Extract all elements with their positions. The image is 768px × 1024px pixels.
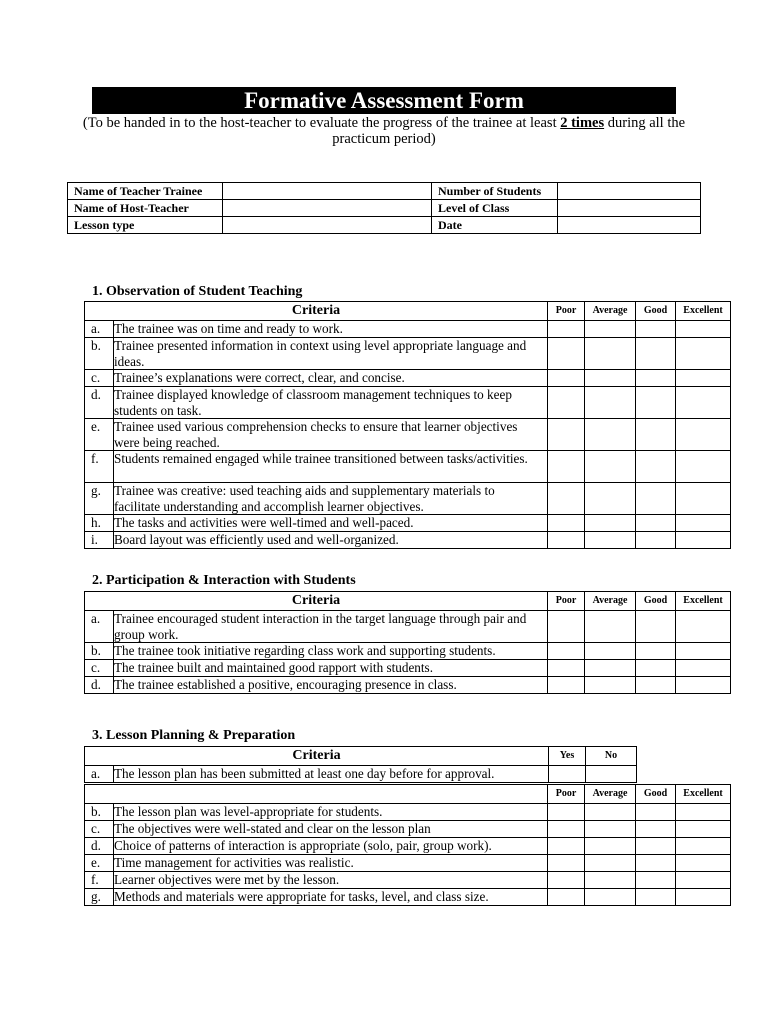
criteria-text: The trainee took initiative regarding class work and supporting students. — [114, 643, 548, 660]
rating-cell-poor[interactable] — [548, 643, 585, 660]
section2-title: 2. Participation & Interaction with Students — [92, 573, 356, 588]
criteria-row — [85, 677, 731, 694]
criteria-row — [85, 872, 731, 889]
label-lesson-type: Lesson type — [68, 217, 223, 234]
rating-cell-poor[interactable] — [548, 515, 585, 532]
label-level-class: Level of Class — [432, 200, 558, 217]
field-host-teacher[interactable] — [223, 200, 432, 217]
rating-cell-average[interactable] — [585, 855, 636, 872]
criteria-row — [85, 611, 731, 643]
criteria-text: Trainee encouraged student interaction in the target language through pair and group work. — [114, 611, 548, 643]
form-subtitle — [80, 115, 688, 147]
rating-cell-average[interactable] — [585, 677, 636, 694]
subtitle-text-end: during all the practicum period) — [332, 115, 686, 147]
criteria-row — [85, 821, 731, 838]
criteria-text: The lesson plan has been submitted at least one day before for approval. — [114, 766, 549, 783]
criteria-letter: d. — [85, 838, 114, 855]
criteria-text: The objectives were well-stated and clear on the lesson plan — [114, 821, 548, 838]
criteria-header-blank — [85, 785, 548, 804]
rating-cell-average[interactable] — [585, 515, 636, 532]
rating-cell-poor[interactable] — [548, 338, 585, 370]
label-teacher-trainee: Name of Teacher Trainee — [68, 183, 223, 200]
rating-cell-excellent[interactable] — [676, 483, 731, 515]
criteria-row — [85, 451, 731, 483]
rating-cell-excellent[interactable] — [676, 660, 731, 677]
rating-cell-good[interactable] — [636, 419, 676, 451]
criteria-letter: f. — [85, 451, 114, 483]
rating-cell-poor[interactable] — [548, 821, 585, 838]
rating-cell-good[interactable] — [636, 515, 676, 532]
rating-cell-good[interactable] — [636, 660, 676, 677]
rating-cell-excellent[interactable] — [676, 611, 731, 643]
rating-cell-average[interactable] — [585, 483, 636, 515]
rating-header-good: Good — [636, 592, 676, 611]
rating-cell-good[interactable] — [636, 611, 676, 643]
rating-cell-excellent[interactable] — [676, 855, 731, 872]
rating-cell-poor[interactable] — [548, 611, 585, 643]
field-date[interactable] — [558, 217, 701, 234]
rating-cell-good[interactable] — [636, 387, 676, 419]
rating-cell-average[interactable] — [585, 838, 636, 855]
criteria-text: The trainee established a positive, encouraging presence in class. — [114, 677, 548, 694]
criteria-letter: b. — [85, 338, 114, 370]
rating-cell-excellent[interactable] — [676, 838, 731, 855]
criteria-row — [85, 387, 731, 419]
rating-cell-poor[interactable] — [548, 838, 585, 855]
criteria-text: Trainee was creative: used teaching aids and supplementary materials to facilitate understanding and accomplish learner objectives. — [114, 483, 548, 515]
criteria-row — [85, 515, 731, 532]
rating-header-poor: Poor — [548, 302, 585, 321]
rating-cell-poor[interactable] — [548, 804, 585, 821]
criteria-row — [85, 483, 731, 515]
rating-header-poor: Poor — [548, 785, 585, 804]
rating-cell-average[interactable] — [585, 643, 636, 660]
rating-cell-good[interactable] — [636, 872, 676, 889]
rating-cell-poor[interactable] — [548, 889, 585, 906]
rating-cell-average[interactable] — [585, 451, 636, 483]
criteria-letter: f. — [85, 872, 114, 889]
rating-header-average: Average — [585, 785, 636, 804]
section1-table — [84, 301, 731, 549]
rating-cell-poor[interactable] — [548, 419, 585, 451]
criteria-letter: c. — [85, 821, 114, 838]
rating-cell-good[interactable] — [636, 855, 676, 872]
criteria-letter: d. — [85, 677, 114, 694]
criteria-header: Criteria — [85, 592, 548, 611]
criteria-letter: b. — [85, 804, 114, 821]
subtitle-text-start: (To be handed in to the host-teacher to evaluate the progress of the trainee at least — [82, 115, 561, 131]
criteria-text: The tasks and activities were well-timed and well-paced. — [114, 515, 548, 532]
criteria-row — [85, 889, 731, 906]
criteria-row — [85, 643, 731, 660]
rating-header-good: Good — [636, 302, 676, 321]
section2-table — [84, 591, 731, 694]
rating-cell-good[interactable] — [636, 451, 676, 483]
criteria-text: The lesson plan was level-appropriate for students. — [114, 804, 548, 821]
section3-yesno-table — [84, 746, 637, 783]
criteria-row — [85, 338, 731, 370]
criteria-text: The trainee was on time and ready to work. — [114, 321, 548, 338]
trainee-info-table — [67, 182, 701, 234]
form-title: Formative Assessment Form — [92, 87, 676, 114]
criteria-text: Trainee used various comprehension checks to ensure that learner objectives were being reached. — [114, 419, 548, 451]
criteria-text: Students remained engaged while trainee transitioned between tasks/activities. — [114, 451, 548, 483]
criteria-row — [85, 804, 731, 821]
rating-cell-good[interactable] — [636, 889, 676, 906]
rating-cell-average[interactable] — [585, 660, 636, 677]
field-number-students[interactable] — [558, 183, 701, 200]
rating-cell-poor[interactable] — [548, 387, 585, 419]
criteria-letter: d. — [85, 387, 114, 419]
criteria-text: Choice of patterns of interaction is appropriate (solo, pair, group work). — [114, 838, 548, 855]
rating-cell-excellent[interactable] — [676, 804, 731, 821]
criteria-row — [85, 855, 731, 872]
criteria-header: Criteria — [85, 747, 549, 766]
field-level-class[interactable] — [558, 200, 701, 217]
criteria-letter: g. — [85, 483, 114, 515]
rating-cell-average[interactable] — [585, 804, 636, 821]
rating-cell-average[interactable] — [585, 321, 636, 338]
label-host-teacher: Name of Host-Teacher — [68, 200, 223, 217]
rating-cell-excellent[interactable] — [676, 321, 731, 338]
rating-header-average: Average — [585, 592, 636, 611]
criteria-letter: a. — [85, 321, 114, 338]
rating-cell-average[interactable] — [585, 419, 636, 451]
section3-rating-table — [84, 784, 731, 906]
rating-cell-excellent[interactable] — [676, 370, 731, 387]
criteria-text: Trainee presented information in context using level appropriate language and ideas. — [114, 338, 548, 370]
criteria-text: Learner objectives were met by the lesson. — [114, 872, 548, 889]
rating-cell-average[interactable] — [585, 872, 636, 889]
criteria-row — [85, 660, 731, 677]
rating-cell-good[interactable] — [636, 321, 676, 338]
criteria-row — [85, 766, 637, 783]
rating-cell-excellent[interactable] — [676, 387, 731, 419]
rating-cell-average[interactable] — [585, 611, 636, 643]
rating-header-excellent: Excellent — [676, 302, 731, 321]
rating-cell-poor[interactable] — [548, 483, 585, 515]
rating-cell-poor[interactable] — [548, 855, 585, 872]
rating-cell-average[interactable] — [585, 370, 636, 387]
rating-cell-poor[interactable] — [548, 872, 585, 889]
criteria-letter: h. — [85, 515, 114, 532]
rating-header-yes: Yes — [549, 747, 586, 766]
rating-cell-good[interactable] — [636, 804, 676, 821]
rating-cell-poor[interactable] — [548, 677, 585, 694]
rating-header-average: Average — [585, 302, 636, 321]
rating-cell-poor[interactable] — [548, 370, 585, 387]
criteria-row — [85, 321, 731, 338]
rating-cell-excellent[interactable] — [676, 643, 731, 660]
rating-cell-excellent[interactable] — [676, 677, 731, 694]
criteria-letter: c. — [85, 370, 114, 387]
rating-header-poor: Poor — [548, 592, 585, 611]
section3-title: 3. Lesson Planning & Preparation — [92, 728, 296, 743]
criteria-row — [85, 838, 731, 855]
field-lesson-type[interactable] — [223, 217, 432, 234]
rating-header-excellent: Excellent — [676, 592, 731, 611]
rating-cell-poor[interactable] — [548, 532, 585, 549]
rating-cell-excellent[interactable] — [676, 821, 731, 838]
criteria-text: The trainee built and maintained good rapport with students. — [114, 660, 548, 677]
rating-cell-good[interactable] — [636, 370, 676, 387]
rating-cell-excellent[interactable] — [676, 419, 731, 451]
rating-cell-average[interactable] — [585, 338, 636, 370]
criteria-letter: i. — [85, 532, 114, 549]
rating-cell-good[interactable] — [636, 643, 676, 660]
rating-cell-average[interactable] — [585, 821, 636, 838]
section1-title: 1. Observation of Student Teaching — [92, 284, 303, 299]
rating-cell-average[interactable] — [585, 387, 636, 419]
rating-cell-good[interactable] — [636, 483, 676, 515]
rating-cell-excellent[interactable] — [676, 338, 731, 370]
criteria-letter: a. — [85, 611, 114, 643]
rating-header-no: No — [586, 747, 637, 766]
criteria-letter: e. — [85, 419, 114, 451]
criteria-row — [85, 370, 731, 387]
rating-cell-poor[interactable] — [548, 451, 585, 483]
rating-cell-no[interactable] — [586, 766, 637, 783]
criteria-letter: a. — [85, 766, 114, 783]
rating-cell-excellent[interactable] — [676, 532, 731, 549]
field-teacher-trainee[interactable] — [223, 183, 432, 200]
criteria-text: Board layout was efficiently used and well-organized. — [114, 532, 548, 549]
criteria-letter: e. — [85, 855, 114, 872]
rating-cell-average[interactable] — [585, 889, 636, 906]
criteria-letter: b. — [85, 643, 114, 660]
criteria-letter: c. — [85, 660, 114, 677]
label-date: Date — [432, 217, 558, 234]
rating-cell-poor[interactable] — [548, 321, 585, 338]
rating-cell-poor[interactable] — [548, 660, 585, 677]
criteria-row — [85, 419, 731, 451]
criteria-text: Trainee displayed knowledge of classroom management techniques to keep students on task. — [114, 387, 548, 419]
rating-cell-good[interactable] — [636, 838, 676, 855]
rating-cell-good[interactable] — [636, 821, 676, 838]
rating-cell-average[interactable] — [585, 532, 636, 549]
criteria-letter: g. — [85, 889, 114, 906]
rating-cell-excellent[interactable] — [676, 451, 731, 483]
rating-cell-excellent[interactable] — [676, 872, 731, 889]
rating-cell-excellent[interactable] — [676, 889, 731, 906]
rating-cell-excellent[interactable] — [676, 515, 731, 532]
criteria-text: Methods and materials were appropriate for tasks, level, and class size. — [114, 889, 548, 906]
criteria-header: Criteria — [85, 302, 548, 321]
criteria-row — [85, 532, 731, 549]
rating-cell-yes[interactable] — [549, 766, 586, 783]
rating-header-excellent: Excellent — [676, 785, 731, 804]
criteria-text: Time management for activities was realistic. — [114, 855, 548, 872]
rating-cell-good[interactable] — [636, 338, 676, 370]
subtitle-emphasis: 2 times — [560, 115, 605, 131]
label-number-students: Number of Students — [432, 183, 558, 200]
rating-cell-good[interactable] — [636, 677, 676, 694]
rating-header-good: Good — [636, 785, 676, 804]
criteria-text: Trainee’s explanations were correct, clear, and concise. — [114, 370, 548, 387]
rating-cell-good[interactable] — [636, 532, 676, 549]
